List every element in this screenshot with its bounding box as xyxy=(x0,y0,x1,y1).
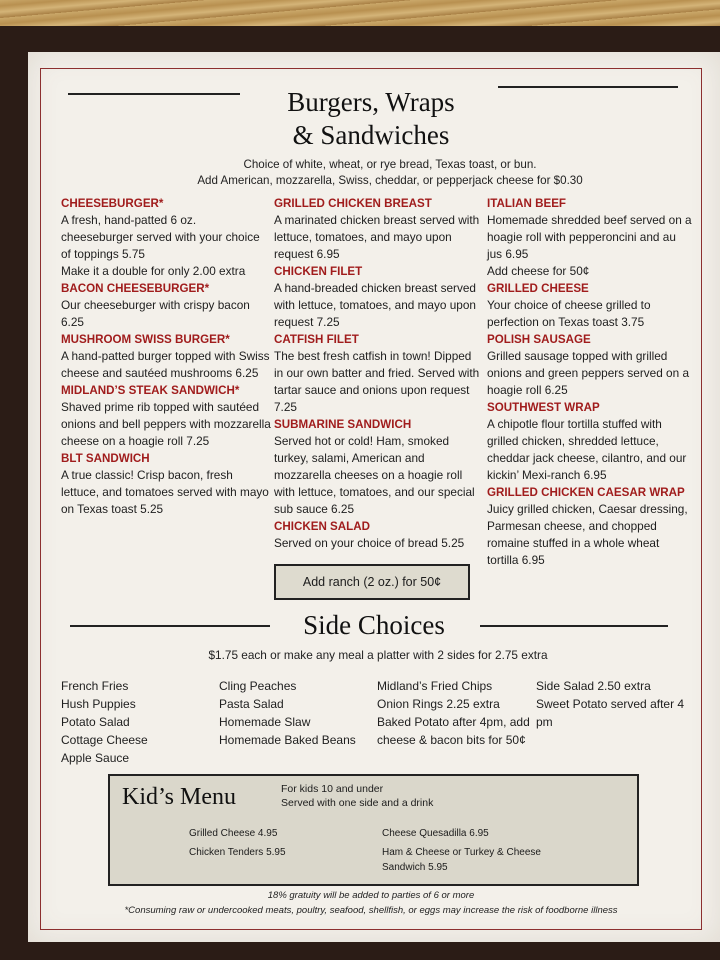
menu-item-description: A hand-patted burger topped with Swiss cheese and sautéed mushrooms 6.25 xyxy=(61,349,270,380)
menu-item-description: Our cheeseburger with crispy bacon 6.25 xyxy=(61,298,250,329)
side-item: French Fries xyxy=(61,679,129,693)
side-item: Apple Sauce xyxy=(61,751,130,765)
kids-menu-title: Kid’s Menu xyxy=(122,784,236,810)
menu-item-name: SUBMARINE SANDWICH xyxy=(274,418,412,431)
side-item: Onion Rings 2.25 extra xyxy=(377,697,500,711)
menu-item-name: SOUTHWEST WRAP xyxy=(487,401,600,414)
menu-item-description: A chipotle flour tortilla stuffed with grilled chicken, shredded lettuce, cheddar jack cheese, cilantro, and our kickin’ Mexi-ranch 6.95 xyxy=(487,417,687,482)
side-item: Side Salad 2.50 extra xyxy=(536,679,651,693)
kids-sub-line-2: Served with one side and a drink xyxy=(281,797,434,809)
gratuity-note: 18% gratuity will be added to parties of 6 or more xyxy=(267,890,475,901)
menu-item-name: CHICKEN SALAD xyxy=(274,520,370,533)
menu-item-description: Juicy grilled chicken, Caesar dressing, Parmesan cheese, and chopped romaine stuffed in a whole wheat tortilla 6.95 xyxy=(487,502,688,567)
menu-item-description: A marinated chicken breast served with lettuce, tomatoes, and mayo upon request 6.95 xyxy=(274,213,480,261)
menu-item xyxy=(487,484,693,569)
kids-menu-box xyxy=(108,774,639,886)
add-ranch-box: Add ranch (2 oz.) for 50¢ xyxy=(274,564,470,600)
kids-sub-line-1: For kids 10 and under xyxy=(281,783,384,795)
title-line-2: & Sandwiches xyxy=(292,120,450,150)
menu-item-description: Make it a double for only 2.00 extra xyxy=(61,264,246,278)
sides-column-4 xyxy=(536,677,696,731)
sides-subtitle: $1.75 each or make any meal a platter with 2 sides for 2.75 extra xyxy=(208,648,548,662)
menu-item-name: POLISH SAUSAGE xyxy=(487,333,591,346)
sides-title: Side Choices xyxy=(303,610,445,640)
menu-column-1 xyxy=(61,195,271,518)
side-item: Potato Salad xyxy=(61,715,130,729)
side-item: Homemade Slaw xyxy=(219,715,311,729)
menu-column-3 xyxy=(487,195,693,569)
menu-item-name: MIDLAND’S STEAK SANDWICH* xyxy=(61,384,240,397)
menu-item-description: A hand-breaded chicken breast served with lettuce, tomatoes, and mayo upon request 7.25 xyxy=(274,281,476,329)
menu-item xyxy=(487,280,693,331)
menu-item-description: Served on your choice of bread 5.25 xyxy=(274,536,465,550)
menu-item-description: A true classic! Crisp bacon, fresh lettuce, and tomatoes served with mayo on Texas toast 5.25 xyxy=(61,468,269,516)
menu-item xyxy=(274,518,482,552)
menu-item-description: A fresh, hand-patted 6 oz. cheeseburger served with your choice of toppings 5.75 xyxy=(61,213,260,261)
kids-item: Chicken Tenders 5.95 xyxy=(189,847,286,858)
menu-item-name: MUSHROOM SWISS BURGER* xyxy=(61,333,230,346)
menu-item-name: CATFISH FILET xyxy=(274,333,359,346)
section-title xyxy=(0,86,720,152)
menu-item-name: GRILLED CHICKEN CAESAR WRAP xyxy=(487,486,685,499)
kids-item: Grilled Cheese 4.95 xyxy=(189,828,278,839)
menu-item xyxy=(487,399,693,484)
menu-item-description: Served hot or cold! Ham, smoked turkey, salami, American and mozzarella cheeses on a hoagie roll with lettuce, tomatoes, and our special sub sauce 6.25 xyxy=(274,434,475,516)
kids-item: Cheese Quesadilla 6.95 xyxy=(382,828,489,839)
side-item: Cottage Cheese xyxy=(61,733,148,747)
menu-item-name: BLT SANDWICH xyxy=(61,452,150,465)
subtitle-line-1: Choice of white, wheat, or rye bread, Texas toast, or bun. xyxy=(243,158,537,171)
menu-item-name: CHICKEN FILET xyxy=(274,265,363,278)
menu-item xyxy=(61,195,271,263)
menu-item-description: Homemade shredded beef served on a hoagie roll with pepperoncini and au jus 6.95 xyxy=(487,213,692,261)
menu-item xyxy=(487,195,693,263)
menu-item xyxy=(487,331,693,399)
section-subtitle xyxy=(0,157,720,189)
menu-item xyxy=(61,280,271,331)
menu-item-name: GRILLED CHICKEN BREAST xyxy=(274,197,432,210)
menu-item-description: Your choice of cheese grilled to perfection on Texas toast 3.75 xyxy=(487,298,651,329)
menu-column-2 xyxy=(274,195,482,552)
kids-item: Ham & Cheese or Turkey & Cheese Sandwich 5.95 xyxy=(382,847,541,873)
side-item: Midland’s Fried Chips xyxy=(377,679,493,693)
menu-item-name: GRILLED CHEESE xyxy=(487,282,589,295)
menu-item-description: Shaved prime rib topped with sautéed onions and bell peppers with mozzarella cheese on a hoagie roll 7.25 xyxy=(61,400,271,448)
menu-item-name: ITALIAN BEEF xyxy=(487,197,567,210)
side-item: Homemade Baked Beans xyxy=(219,733,356,747)
side-item: Cling Peaches xyxy=(219,679,297,693)
menu-item xyxy=(274,331,482,416)
sides-column-1 xyxy=(61,677,211,767)
side-item: Sweet Potato served after 4 pm xyxy=(536,697,685,729)
menu-item-description: The best fresh catfish in town! Dipped in our own batter and fried. Served with tartar sauce and onions upon request 7.25 xyxy=(274,349,480,414)
sides-column-2 xyxy=(219,677,374,749)
side-item: Baked Potato after 4pm, add cheese & bacon bits for 50¢ xyxy=(377,715,530,747)
menu-item xyxy=(61,263,271,280)
sides-column-3 xyxy=(377,677,532,749)
menu-item xyxy=(274,263,482,331)
title-line-1: Burgers, Wraps xyxy=(287,87,455,117)
foodborne-warning: *Consuming raw or undercooked meats, poultry, seafood, shellfish, or eggs may increase the risk of foodborne illness xyxy=(124,905,618,916)
menu-item xyxy=(61,450,271,518)
menu-item-name: CHEESEBURGER* xyxy=(61,197,164,210)
side-item: Pasta Salad xyxy=(219,697,284,711)
subtitle-line-2: Add American, mozzarella, Swiss, cheddar, or pepperjack cheese for $0.30 xyxy=(197,174,583,187)
menu-item xyxy=(61,331,271,382)
kids-menu-subtitle xyxy=(281,782,433,810)
menu-item xyxy=(487,263,693,280)
menu-item-name: BACON CHEESEBURGER* xyxy=(61,282,210,295)
side-item: Hush Puppies xyxy=(61,697,136,711)
menu-item xyxy=(274,195,482,263)
menu-item-description: Grilled sausage topped with grilled onions and green peppers served on a hoagie roll 6.25 xyxy=(487,349,690,397)
menu-item xyxy=(274,416,482,518)
menu-item xyxy=(61,382,271,450)
menu-item-description: Add cheese for 50¢ xyxy=(487,264,590,278)
